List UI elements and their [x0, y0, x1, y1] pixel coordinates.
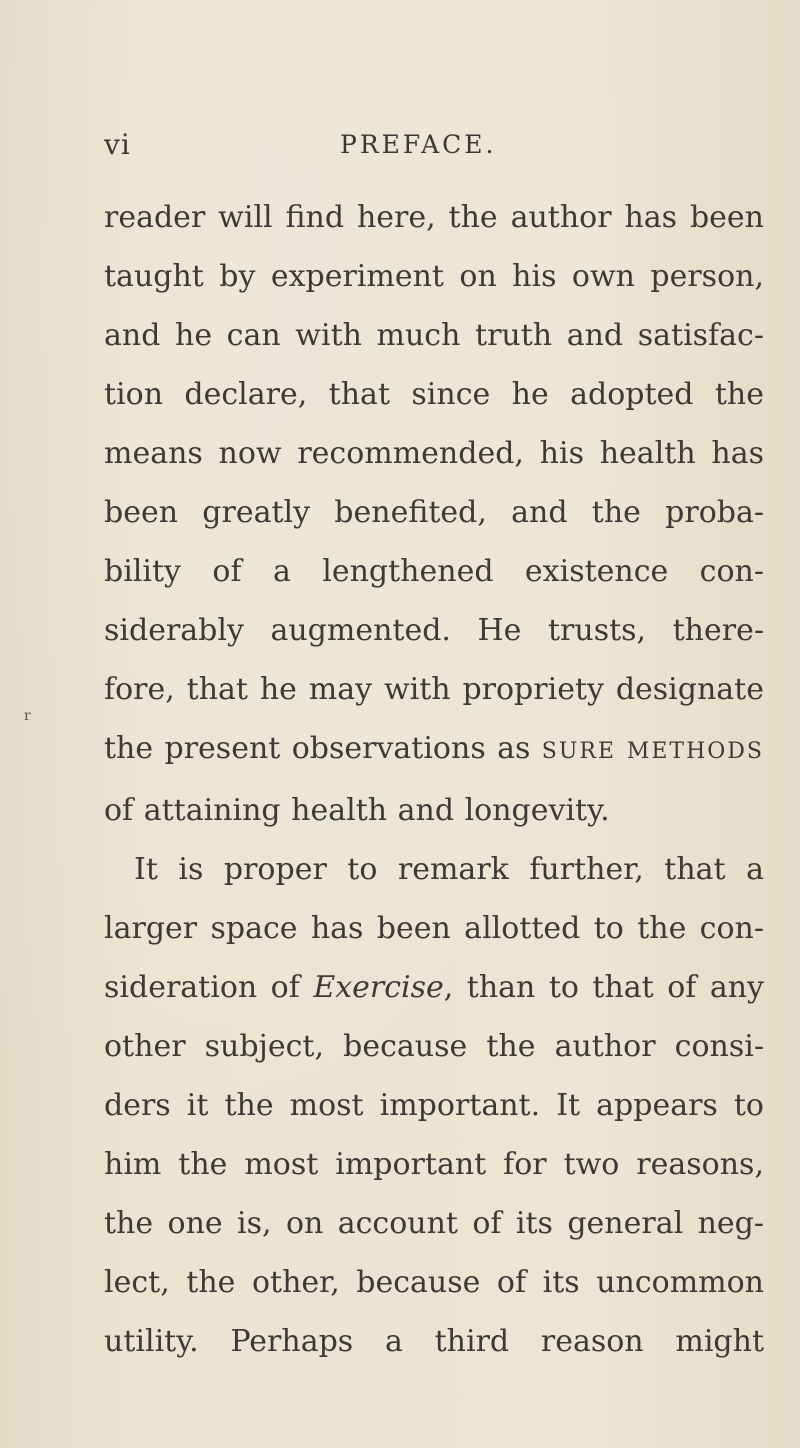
text-line: him the most important for two reasons,	[104, 1147, 764, 1182]
text-line: lect, the other, because of its uncommon	[104, 1265, 764, 1300]
text-line	[104, 958, 764, 1017]
text-line: larger space has been allotted to the con-	[104, 911, 764, 946]
text-line: bility of a lengthened existence con-	[104, 554, 764, 589]
text-line: utility. Perhaps a third reason might	[104, 1324, 764, 1359]
text-line: fore, that he may with propriety designate	[104, 672, 764, 707]
italic-term: Exercise	[313, 970, 444, 1005]
text-line: siderably augmented. He trusts, there-	[104, 613, 764, 648]
text-line: taught by experiment on his own person,	[104, 259, 764, 294]
margin-mark: r	[24, 708, 31, 724]
text-line: means now recommended, his health has	[104, 436, 764, 471]
text-line: reader will find here, the author has been	[104, 200, 764, 235]
text-line	[104, 719, 764, 781]
text-line: been greatly benefited, and the proba-	[104, 495, 764, 530]
text-segment: sideration of	[104, 970, 314, 1005]
running-title: PREFACE.	[340, 130, 497, 159]
text-line: and he can with much truth and satisfac-	[104, 318, 764, 353]
text-line: other subject, because the author consi-	[104, 1029, 764, 1064]
text-line: of attaining health and longevity.	[104, 793, 610, 828]
text-segment: , than to that of any	[443, 970, 764, 1005]
body-text	[104, 188, 764, 1371]
text-line: ders it the most important. It appears to	[104, 1088, 764, 1123]
text-line: the one is, on account of its general neg-	[104, 1206, 764, 1241]
text-line: tion declare, that since he adopted the	[104, 377, 764, 412]
page-number: vi	[104, 128, 131, 161]
text-line: It is proper to remark further, that a	[134, 852, 764, 887]
page-header	[104, 128, 764, 168]
text-segment: the present observations as	[104, 731, 542, 766]
small-caps-phrase: SURE METHODS	[541, 739, 765, 764]
